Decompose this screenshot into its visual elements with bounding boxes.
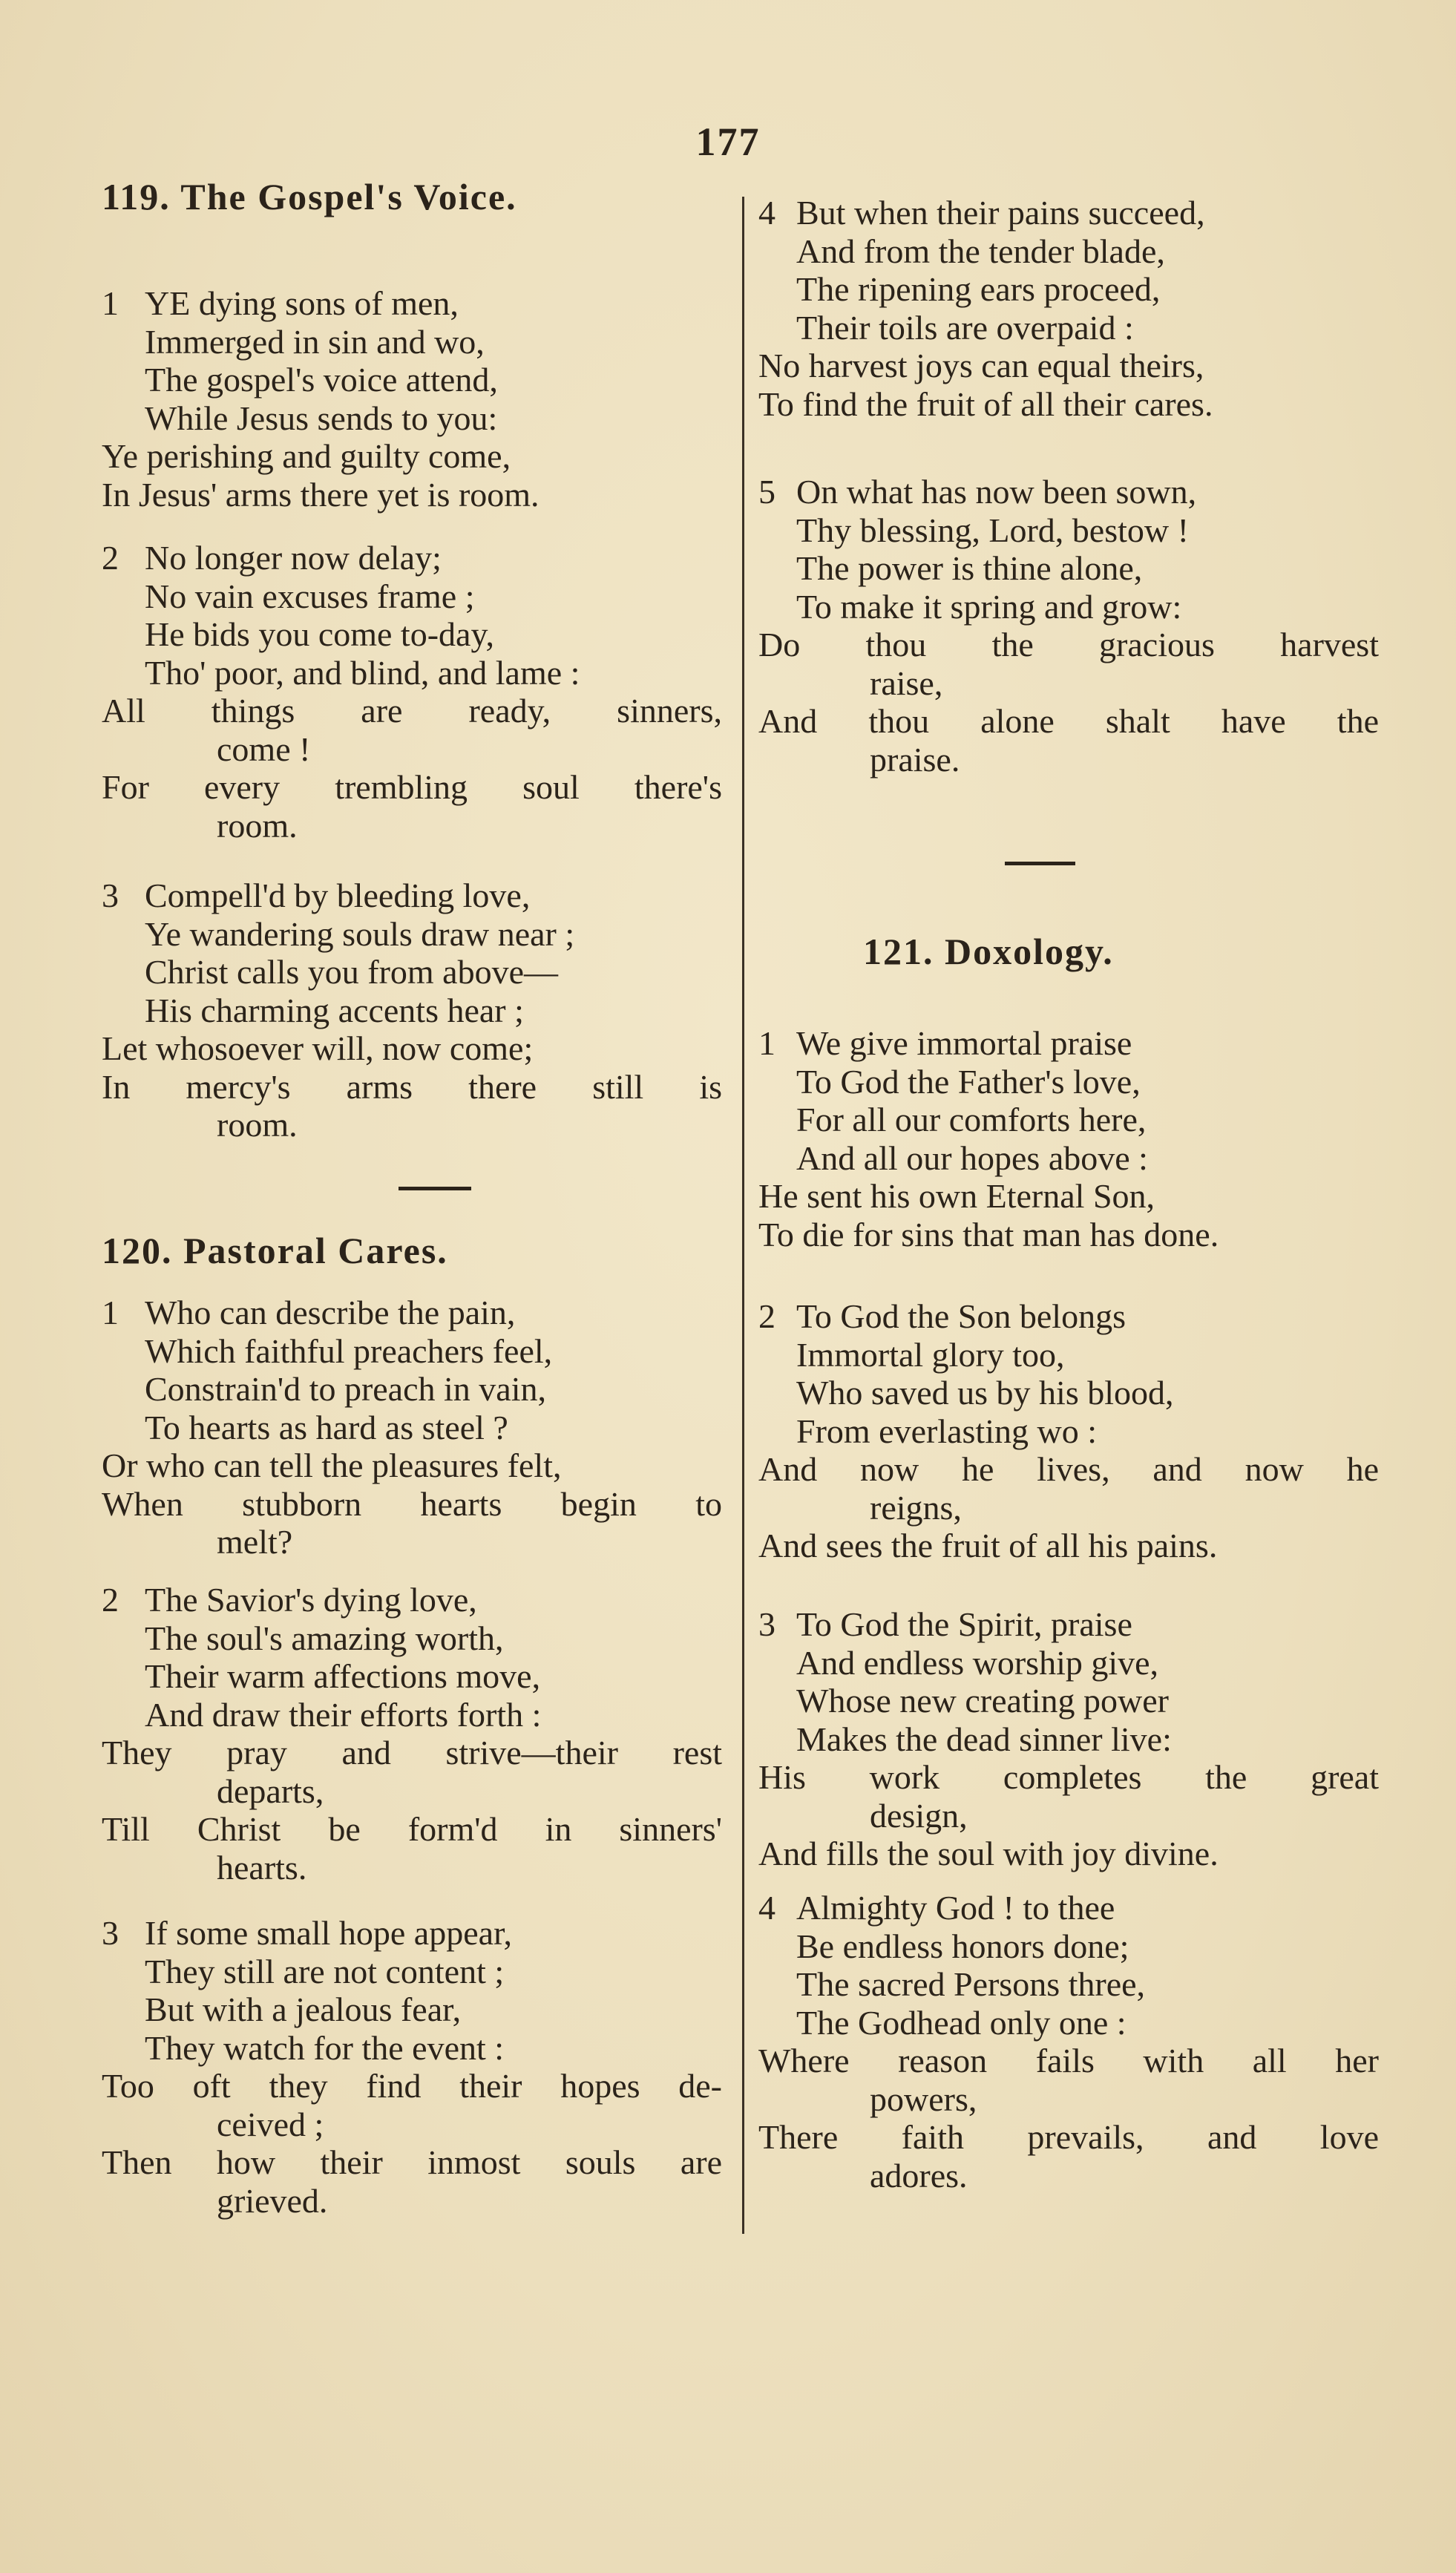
section-divider xyxy=(1005,862,1075,865)
verse-line: For every trembling soul there's xyxy=(102,768,722,806)
verse-line: If some small hope appear, xyxy=(145,1914,513,1952)
verse-line: Constrain'd to preach in vain, xyxy=(145,1370,546,1408)
verse-line: Almighty God ! to thee xyxy=(796,1889,1115,1927)
verse-line: Their warm affections move, xyxy=(145,1657,541,1695)
hymn-title: 120. Pastoral Cares. xyxy=(102,1230,448,1271)
verse-line: For all our comforts here, xyxy=(796,1101,1147,1138)
verse-line: The Godhead only one : xyxy=(796,2003,1127,2042)
verse-line: adores. xyxy=(870,2156,968,2195)
verse-line: Thy blessing, Lord, bestow ! xyxy=(796,511,1189,549)
verse-line: Makes the dead sinner live: xyxy=(796,1720,1172,1758)
verse-number: 3 xyxy=(102,876,119,914)
verse-number: 2 xyxy=(758,1297,775,1335)
verse-number: 4 xyxy=(758,1889,775,1927)
verse-line: In mercy's arms there still is xyxy=(102,1067,722,1106)
verse-line: hearts. xyxy=(217,1848,307,1887)
verse-line: They watch for the event : xyxy=(145,2028,505,2067)
verse-line: And sees the fruit of all his pains. xyxy=(758,1527,1218,1564)
hymn-verse xyxy=(0,1889,1379,2195)
verse-line: He bids you come to-day, xyxy=(145,615,494,653)
verse-line: The power is thine alone, xyxy=(796,549,1143,587)
verse-line: But when their pains succeed, xyxy=(796,194,1205,232)
verse-number: 1 xyxy=(102,1294,119,1331)
verse-line: And endless worship give, xyxy=(796,1643,1159,1682)
verse-line: But with a jealous fear, xyxy=(145,1990,462,2028)
verse-line: To God the Father's love, xyxy=(796,1062,1141,1101)
verse-line: No longer now delay; xyxy=(145,539,442,577)
verse-line: From everlasting wo : xyxy=(796,1412,1097,1450)
verse-line: Or who can tell the pleasures felt, xyxy=(102,1446,562,1484)
verse-line: Ye perishing and guilty come, xyxy=(102,437,511,475)
verse-line: To hearts as hard as steel ? xyxy=(145,1408,508,1446)
verse-line: Too oft they find their hopes de- xyxy=(102,2067,722,2105)
verse-line: Who saved us by his blood, xyxy=(796,1374,1174,1412)
verse-line: The soul's amazing worth, xyxy=(145,1619,504,1657)
hymn-verse xyxy=(0,1024,1219,1253)
verse-line: design, xyxy=(870,1796,968,1835)
verse-number: 3 xyxy=(102,1914,119,1952)
verse-line: Do thou the gracious harvest xyxy=(758,626,1379,663)
verse-line: Immerged in sin and wo, xyxy=(145,322,485,361)
hymn-verse xyxy=(0,1297,1379,1565)
verse-line: room. xyxy=(217,806,298,845)
verse-number: 1 xyxy=(102,284,119,322)
page-number: 177 xyxy=(695,119,761,164)
hymn-title: 121. Doxology. xyxy=(863,931,1114,972)
verse-line: And thou alone shalt have the xyxy=(758,702,1379,740)
verse-line: No vain excuses frame ; xyxy=(145,577,475,615)
verse-number: 4 xyxy=(758,194,775,232)
verse-line: And all our hopes above : xyxy=(796,1138,1148,1177)
verse-line: Then how their inmost souls are xyxy=(102,2143,722,2181)
verse-line: raise, xyxy=(870,663,943,702)
verse-number: 2 xyxy=(102,1581,119,1619)
verse-line: His charming accents hear ; xyxy=(145,991,524,1029)
verse-line: Who can describe the pain, xyxy=(145,1294,516,1331)
verse-line: While Jesus sends to you: xyxy=(145,399,498,437)
verse-line: The Savior's dying love, xyxy=(145,1581,477,1619)
verse-line: To make it spring and grow: xyxy=(796,587,1182,626)
verse-line: Tho' poor, and blind, and lame : xyxy=(145,653,580,692)
verse-line: Immortal glory too, xyxy=(796,1335,1065,1374)
verse-line: Be endless honors done; xyxy=(796,1927,1129,1965)
verse-line: There faith prevails, and love xyxy=(758,2118,1379,2156)
verse-line: And fills the soul with joy divine. xyxy=(758,1835,1219,1872)
verse-line: departs, xyxy=(217,1771,324,1810)
verse-line: Ye wandering souls draw near ; xyxy=(145,914,575,953)
verse-line: To God the Son belongs xyxy=(796,1297,1126,1335)
verse-line: YE dying sons of men, xyxy=(145,284,459,322)
verse-line: Let whosoever will, now come; xyxy=(102,1029,534,1067)
verse-line: Whose new creating power xyxy=(796,1682,1169,1720)
verse-line: To God the Spirit, praise xyxy=(796,1605,1132,1643)
verse-line: No harvest joys can equal theirs, xyxy=(758,347,1204,384)
verse-line: Which faithful preachers feel, xyxy=(145,1331,553,1370)
verse-line: When stubborn hearts begin to xyxy=(102,1484,722,1523)
verse-line: grieved. xyxy=(217,2181,328,2220)
verse-line: He sent his own Eternal Son, xyxy=(758,1177,1155,1215)
verse-line: melt? xyxy=(217,1523,293,1561)
verse-line: And now he lives, and now he xyxy=(758,1450,1379,1488)
verse-line: To die for sins that man has done. xyxy=(758,1215,1219,1253)
verse-line: The ripening ears proceed, xyxy=(796,270,1161,308)
verse-line: praise. xyxy=(870,740,960,779)
column-rule xyxy=(742,197,744,2234)
verse-number: 5 xyxy=(758,473,775,511)
verse-number: 3 xyxy=(758,1605,775,1643)
verse-line: The sacred Persons three, xyxy=(796,1965,1146,2003)
verse-line: To find the fruit of all their cares. xyxy=(758,384,1213,423)
verse-line: Compell'd by bleeding love, xyxy=(145,876,531,914)
verse-line: ceived ; xyxy=(217,2105,324,2143)
verse-line: come ! xyxy=(217,730,311,768)
verse-line: His work completes the great xyxy=(758,1758,1379,1796)
verse-line: room. xyxy=(217,1106,298,1144)
verse-line: On what has now been sown, xyxy=(796,473,1197,511)
verse-line: We give immortal praise xyxy=(796,1024,1132,1062)
hymn-verse xyxy=(0,473,1379,779)
verse-line: Their toils are overpaid : xyxy=(796,308,1134,347)
verse-line: reigns, xyxy=(870,1488,962,1527)
verse-line: They still are not content ; xyxy=(145,1952,505,1990)
verse-line: They pray and strive—their rest xyxy=(102,1734,722,1771)
verse-line: And from the tender blade, xyxy=(796,232,1165,270)
verse-line: powers, xyxy=(870,2079,977,2118)
verse-line: Christ calls you from above— xyxy=(145,953,559,991)
verse-line: And draw their efforts forth : xyxy=(145,1695,542,1734)
verse-line: All things are ready, sinners, xyxy=(102,692,722,730)
hymn-verse xyxy=(0,1605,1379,1873)
hymn-title: 119. The Gospel's Voice. xyxy=(102,176,517,217)
verse-line: Till Christ be form'd in sinners' xyxy=(102,1810,722,1848)
verse-line: The gospel's voice attend, xyxy=(145,361,498,399)
verse-number: 2 xyxy=(102,539,119,577)
verse-number: 1 xyxy=(758,1024,775,1062)
verse-line: In Jesus' arms there yet is room. xyxy=(102,475,540,514)
verse-line: Where reason fails with all her xyxy=(758,2042,1379,2079)
